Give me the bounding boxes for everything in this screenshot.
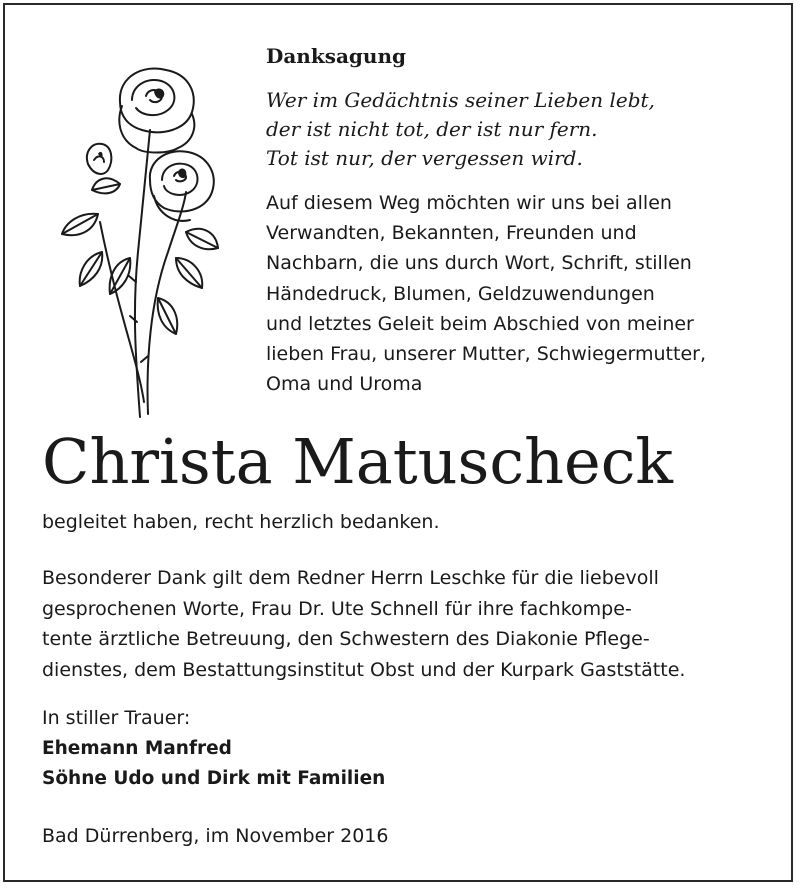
poem-line: Tot ist nur, der vergessen wird. bbox=[266, 146, 583, 170]
thanks-line: Besonderer Dank gilt dem Redner Herrn Leschke für die liebevoll bbox=[42, 567, 659, 589]
poem-line: Wer im Gedächtnis seiner Lieben lebt, bbox=[266, 88, 655, 112]
gratitude-continuation: begleitet haben, recht herzlich bedanken. bbox=[42, 511, 440, 533]
special-thanks bbox=[42, 563, 685, 685]
intro-line: und letztes Geleit beim Abschied von meiner bbox=[266, 312, 694, 335]
thanks-line: tente ärztliche Betreuung, den Schwestern des Diakonie Pflege- bbox=[42, 628, 650, 650]
mourning-intro: In stiller Trauer: bbox=[42, 707, 191, 729]
deceased-name: Christa Matuscheck bbox=[42, 425, 673, 498]
intro-line: Auf diesem Weg möchten wir uns bei allen bbox=[266, 192, 672, 214]
place-and-date: Bad Dürrenberg, im November 2016 bbox=[42, 825, 389, 847]
intro-line: Oma und Uroma bbox=[266, 373, 423, 396]
intro-line: Händedruck, Blumen, Geldzuwendungen bbox=[266, 282, 655, 305]
mourner-husband: Ehemann Manfred bbox=[42, 737, 232, 759]
notice-heading: Danksagung bbox=[266, 44, 406, 68]
rose-illustration-icon bbox=[58, 62, 228, 422]
poem-line: der ist nicht tot, der ist nur fern. bbox=[266, 117, 598, 141]
intro-line: Nachbarn, die uns durch Wort, Schrift, stillen bbox=[266, 252, 692, 275]
gratitude-intro bbox=[266, 188, 776, 399]
mourners-signature bbox=[42, 703, 385, 795]
thanks-line: dienstes, dem Bestattungsinstitut Obst und der Kurpark Gaststätte. bbox=[42, 658, 686, 681]
mourner-sons: Söhne Udo und Dirk mit Familien bbox=[42, 768, 386, 789]
memorial-poem bbox=[266, 86, 655, 173]
intro-line: lieben Frau, unserer Mutter, Schwiegermutter, bbox=[266, 343, 706, 366]
intro-line: Verwandten, Bekannten, Freunden und bbox=[266, 222, 637, 245]
thanks-line: gesprochenen Worte, Frau Dr. Ute Schnell für ihre fachkompe- bbox=[42, 597, 632, 620]
